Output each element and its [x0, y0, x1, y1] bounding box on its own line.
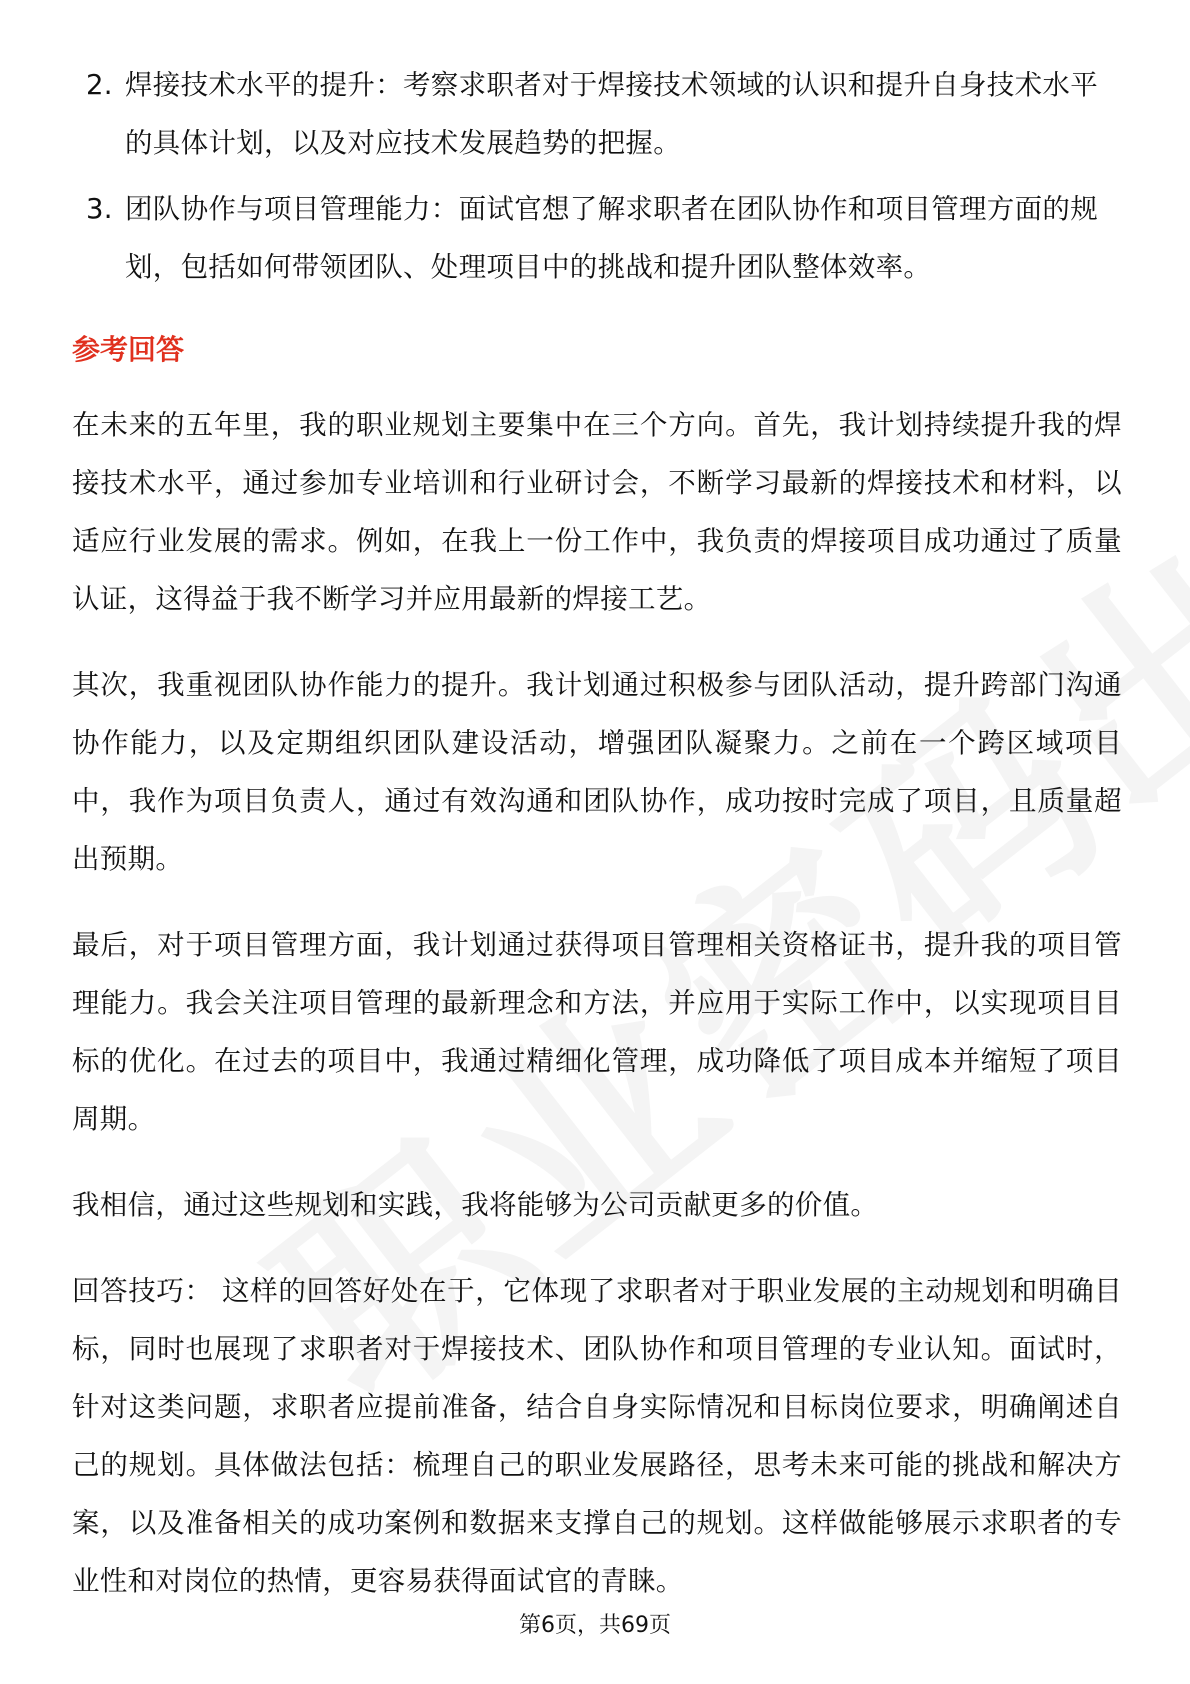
page-footer: 第6页，共69页	[519, 1613, 671, 1638]
list-item-text: 焊接技术水平的提升：考察求职者对于焊接技术领域的认识和提升自身技术水平的具体计划，以及对应技术发展趋势的把握。	[125, 69, 1098, 159]
answer-tips-paragraph: 回答技巧： 这样的回答好处在于，它体现了求职者对于职业发展的主动规划和明确目标，同时也展现了求职者对于焊接技术、团队协作和项目管理的专业认知。面试时，针对这类问题，求职者应提前准备，结合自身实际情况和目标岗位要求，明确阐述自己的规划。具体做法包括：梳理自己的职业发展路径，思考未来可能的挑战和解决方案，以及准备相关的成功案例和数据来支撑自己的规划。这样做能够展示求职者的专业性和对岗位的热情，更容易获得面试官的青睐。	[72, 1275, 1122, 1597]
document-page	[72, 56, 1122, 1610]
list-item-text: 团队协作与项目管理能力：面试官想了解求职者在团队协作和项目管理方面的规划，包括如何带领团队、处理项目中的挑战和提升团队整体效率。	[125, 193, 1098, 283]
list-item	[72, 56, 1122, 172]
section-heading: 参考回答	[72, 333, 185, 366]
list-item-number: 2.	[86, 69, 113, 101]
answer-paragraph: 在未来的五年里，我的职业规划主要集中在三个方向。首先，我计划持续提升我的焊接技术水平，通过参加专业培训和行业研讨会，不断学习最新的焊接技术和材料，以适应行业发展的需求。例如，在我上一份工作中，我负责的焊接项目成功通过了质量认证，这得益于我不断学习并应用最新的焊接工艺。	[72, 409, 1122, 615]
answer-paragraph: 其次，我重视团队协作能力的提升。我计划通过积极参与团队活动，提升跨部门沟通协作能力，以及定期组织团队建设活动，增强团队凝聚力。之前在一个跨区域项目中，我作为项目负责人，通过有效沟通和团队协作，成功按时完成了项目，且质量超出预期。	[72, 669, 1122, 875]
answer-paragraph: 最后，对于项目管理方面，我计划通过获得项目管理相关资格证书，提升我的项目管理能力。我会关注项目管理的最新理念和方法，并应用于实际工作中，以实现项目目标的优化。在过去的项目中，我通过精细化管理，成功降低了项目成本并缩短了项目周期。	[72, 929, 1122, 1135]
question-points-list	[72, 56, 1122, 296]
list-item-number: 3.	[86, 193, 113, 225]
answer-paragraph: 我相信，通过这些规划和实践，我将能够为公司贡献更多的价值。	[72, 1189, 879, 1221]
list-item	[72, 180, 1122, 296]
